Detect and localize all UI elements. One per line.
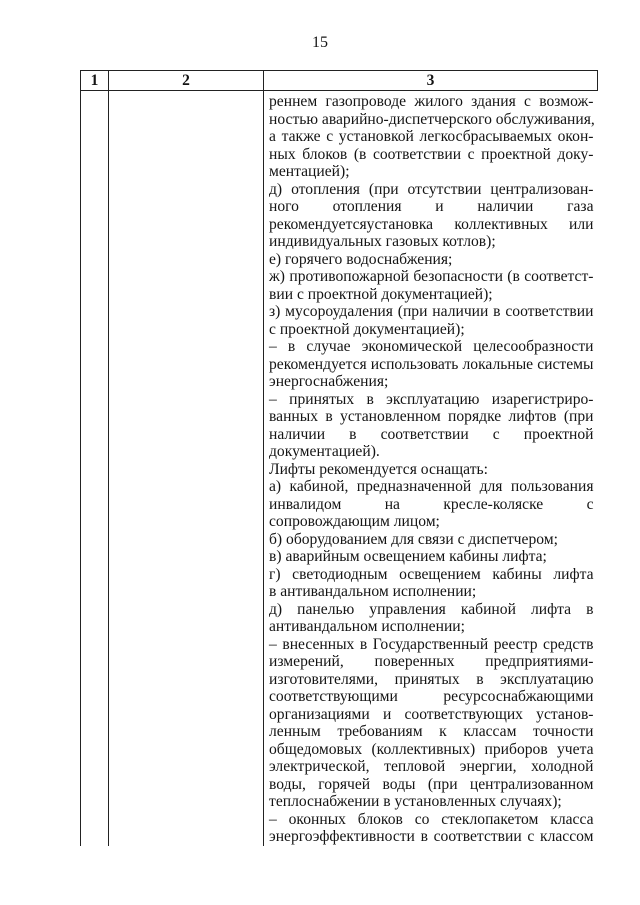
text-line: д) панелью управления кабиной лифта в xyxy=(269,600,594,618)
text-line: энергоэффективности в соответствии с классом xyxy=(269,828,594,845)
text-line: изготовителями, принятых в эксплуатацию xyxy=(269,670,594,688)
text-line: – оконных блоков со стеклопакетом класса xyxy=(269,810,594,828)
page-number: 15 xyxy=(312,34,328,51)
table-row xyxy=(81,91,598,846)
text-line: а также с установкой легкосбрасываемых окон- xyxy=(269,128,594,145)
text-line: ленным требованиям к классам точности xyxy=(269,723,594,740)
text-line: в антивандальном исполнении; xyxy=(269,583,477,600)
text-line: энергоснабжения; xyxy=(269,373,389,390)
text-line: организациями и соответствующих установ- xyxy=(269,705,594,723)
text-line: ных блоков (в соответствии с проектной доку- xyxy=(269,145,594,163)
text-line: инвалидом на кресле-коляске с xyxy=(269,495,594,513)
text-line: б) оборудованием для связи с диспетчером; xyxy=(269,530,558,548)
column-3-header: 3 xyxy=(264,71,598,91)
text-line: г) светодиодным освещением кабины лифта xyxy=(269,565,594,583)
text-line: сопровождающим лицом; xyxy=(269,513,440,530)
column-1-header: 1 xyxy=(81,71,109,91)
text-line: электрической, тепловой энергии, холодной xyxy=(269,758,594,775)
text-line: антивандальном исполнении; xyxy=(269,618,465,635)
table-header-row xyxy=(81,71,598,91)
column-3-cell xyxy=(264,91,598,846)
text-line: с проектной документацией); xyxy=(269,320,465,338)
text-line: воды, горячей воды (при централизованном xyxy=(269,775,594,793)
text-line: – внесенных в Государственный реестр средств xyxy=(269,635,594,653)
text-line: общедомовых (коллективных) приборов учета xyxy=(269,740,594,758)
text-line: индивидуальных газовых котлов); xyxy=(269,233,496,250)
text-line: Лифты рекомендуется оснащать: xyxy=(269,460,488,478)
text-line: реннем газопроводе жилого здания с возмож- xyxy=(269,93,594,110)
text-line: – в случае экономической целесообразности xyxy=(269,338,594,355)
text-line: е) горячего водоснабжения; xyxy=(269,250,453,268)
document-table xyxy=(80,70,598,846)
text-line: наличии в соответствии с проектной xyxy=(269,425,594,443)
text-line: измерений, поверенных предприятиями- xyxy=(269,653,594,670)
text-line: соответствующими ресурсоснабжающими xyxy=(269,688,594,705)
text-line: ностью аварийно-диспетчерского обслуживания, xyxy=(269,110,595,128)
text-line: ментацией); xyxy=(269,163,350,180)
text-line: вии с проектной документацией); xyxy=(269,285,493,303)
text-line: теплоснабжении в установленных случаях); xyxy=(269,793,562,810)
column-1-cell xyxy=(81,91,109,846)
text-line: – принятых в эксплуатацию изарегистриро- xyxy=(269,390,594,408)
text-line: в) аварийным освещением кабины лифта; xyxy=(269,548,547,565)
text-line: а) кабиной, предназначенной для пользования xyxy=(269,478,594,495)
text-line: ванных в установленном порядке лифтов (при xyxy=(269,408,594,425)
text-line: з) мусороудаления (при наличии в соответствии xyxy=(269,303,594,320)
text-line: ж) противопожарной безопасности (в соответст- xyxy=(269,268,594,285)
text-line: ного отопления и наличии газа xyxy=(269,198,594,215)
text-line: рекомендуется использовать локальные системы xyxy=(269,355,594,373)
column-2-header: 2 xyxy=(109,71,264,91)
column-2-cell xyxy=(109,91,264,846)
text-line: рекомендуетсяустановка коллективных или xyxy=(269,215,594,233)
text-line: д) отопления (при отсутствии централизован- xyxy=(269,180,594,198)
text-line: документацией). xyxy=(269,443,380,460)
